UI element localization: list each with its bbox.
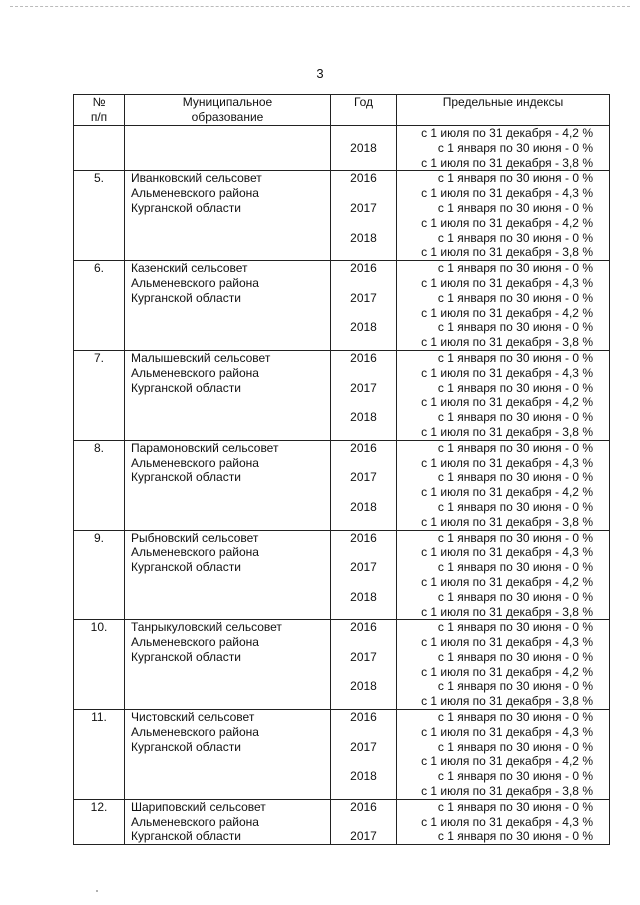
index-value: с 1 июля по 31 декабря - 3,8 % (421, 784, 593, 799)
municipality-name-line: Иванковский сельсовет (131, 171, 262, 186)
index-value: с 1 июля по 31 декабря - 3,8 % (421, 155, 593, 170)
row-number-cell (74, 440, 125, 530)
index-value: с 1 января по 30 июня - 0 % (437, 710, 593, 725)
municipality-name-line: Альменевского района (131, 545, 259, 560)
year-cell (331, 799, 397, 844)
year-cell (331, 350, 397, 440)
year-value (331, 635, 396, 650)
year-value: 2017 (350, 649, 377, 664)
municipality-name-line: Курганской области (131, 380, 241, 395)
table-row-continuation (74, 126, 610, 171)
year-value: 2017 (350, 560, 377, 575)
year-cell (331, 620, 397, 710)
row-number-cell (74, 171, 125, 261)
row-number-cell (74, 350, 125, 440)
year-value (331, 216, 396, 231)
year-value (331, 425, 396, 440)
indices-cell (397, 710, 610, 800)
municipality-cell (125, 710, 331, 800)
year-cell (331, 530, 397, 620)
table-header-row (74, 95, 610, 126)
index-value: с 1 июля по 31 декабря - 3,8 % (421, 335, 593, 350)
index-value: с 1 июля по 31 декабря - 4,3 % (421, 814, 593, 829)
municipality-name-line: Альменевского района (131, 814, 259, 829)
municipality-cell (125, 126, 331, 171)
year-value: 2018 (350, 679, 377, 694)
year-value (331, 515, 396, 530)
year-value (331, 395, 396, 410)
row-number: 5. (93, 171, 104, 186)
indices-cell (397, 261, 610, 351)
year-value (331, 545, 396, 560)
municipality-cell (125, 440, 331, 530)
row-number-cell (74, 261, 125, 351)
header-municipality-line: Муниципальное (182, 95, 273, 109)
year-value: 2017 (350, 380, 377, 395)
indices-cell (397, 350, 610, 440)
year-value (331, 784, 396, 799)
year-cell (331, 126, 397, 171)
index-value: с 1 января по 30 июня - 0 % (437, 499, 593, 514)
municipality-name-line: Альменевского района (131, 365, 259, 380)
header-number (74, 95, 125, 126)
year-value: 2016 (350, 440, 377, 455)
municipality-cell (125, 261, 331, 351)
year-value (331, 694, 396, 709)
municipality-name-line: Курганской области (131, 649, 241, 664)
row-number-cell (74, 620, 125, 710)
indices-cell (397, 171, 610, 261)
page-number: 3 (316, 66, 324, 81)
municipality-cell (125, 799, 331, 844)
index-value: с 1 января по 30 июня - 0 % (437, 620, 593, 635)
municipality-name-line: Малышевский сельсовет (131, 350, 271, 365)
year-value: 2017 (350, 739, 377, 754)
row-number: 9. (93, 530, 104, 545)
header-municipality-line: образование (191, 109, 264, 124)
index-value: с 1 июля по 31 декабря - 4,2 % (421, 395, 593, 410)
row-number (74, 126, 124, 141)
year-value: 2018 (350, 140, 377, 155)
municipality-name-line: Курганской области (131, 739, 241, 754)
municipality-name-line: Альменевского района (131, 275, 259, 290)
header-municipality (125, 95, 331, 126)
index-value: с 1 января по 30 июня - 0 % (437, 230, 593, 245)
year-value: 2017 (350, 290, 377, 305)
municipality-name-line: Рыбновский сельсовет (131, 530, 259, 545)
municipality-name-line: Чистовский сельсовет (131, 710, 255, 725)
index-value: с 1 января по 30 июня - 0 % (437, 290, 593, 305)
index-value: с 1 января по 30 июня - 0 % (437, 470, 593, 485)
municipality-name-line: Парамоновский сельсовет (131, 440, 279, 455)
header-indices-line: Предельные индексы (442, 95, 564, 109)
index-value: с 1 июля по 31 декабря - 4,3 % (421, 635, 593, 650)
index-value: с 1 июля по 31 декабря - 3,8 % (421, 245, 593, 260)
year-value (331, 276, 396, 291)
row-number: 11. (91, 710, 107, 725)
year-cell (331, 710, 397, 800)
row-number: 6. (93, 261, 104, 276)
index-value: с 1 июля по 31 декабря - 4,3 % (421, 545, 593, 560)
year-value: 2017 (350, 200, 377, 215)
index-value: с 1 января по 30 июня - 0 % (437, 739, 593, 754)
index-value: с 1 июля по 31 декабря - 4,3 % (421, 365, 593, 380)
index-value: с 1 июля по 31 декабря - 4,2 % (421, 574, 593, 589)
year-value: 2016 (350, 350, 377, 365)
index-value: с 1 июля по 31 декабря - 4,3 % (421, 455, 593, 470)
municipality-name-line: Курганской области (131, 560, 241, 575)
index-value: с 1 января по 30 июня - 0 % (437, 589, 593, 604)
municipality-name-line: Казенский сельсовет (131, 261, 248, 276)
index-value: с 1 июля по 31 декабря - 3,8 % (421, 424, 593, 439)
index-value: с 1 июля по 31 декабря - 4,2 % (421, 126, 593, 140)
index-value: с 1 января по 30 июня - 0 % (437, 410, 593, 425)
header-year (331, 95, 397, 126)
index-value: с 1 июля по 31 декабря - 3,8 % (421, 604, 593, 619)
row-number: 8. (93, 440, 104, 455)
municipality-name-line: Шариповский сельсовет (131, 799, 266, 814)
municipality-name-line: Курганской области (131, 200, 241, 215)
index-value: с 1 января по 30 июня - 0 % (437, 171, 593, 186)
year-value (331, 485, 396, 500)
year-value (331, 725, 396, 740)
municipality-cell (125, 620, 331, 710)
year-value: 2018 (350, 410, 377, 425)
municipality-name-line: Курганской области (131, 290, 241, 305)
municipality-cell (125, 171, 331, 261)
scan-edge-line (10, 6, 630, 7)
indices-cell (397, 126, 610, 171)
table-row (74, 710, 610, 800)
year-value (331, 575, 396, 590)
year-value: 2018 (350, 230, 377, 245)
index-value: с 1 июля по 31 декабря - 4,2 % (421, 664, 593, 679)
year-value: 2016 (350, 171, 377, 186)
year-value: 2016 (350, 710, 377, 725)
year-value (331, 605, 396, 620)
index-value: с 1 января по 30 июня - 0 % (437, 679, 593, 694)
index-value: с 1 июля по 31 декабря - 4,2 % (421, 215, 593, 230)
year-value: 2017 (350, 470, 377, 485)
table-row (74, 440, 610, 530)
index-value: с 1 июля по 31 декабря - 3,8 % (421, 694, 593, 709)
index-value: с 1 января по 30 июня - 0 % (437, 799, 593, 814)
table-row (74, 799, 610, 844)
year-value: 2016 (350, 620, 377, 635)
year-value: 2018 (350, 769, 377, 784)
index-value: с 1 января по 30 июня - 0 % (437, 261, 593, 276)
municipality-name-line: Альменевского района (131, 186, 259, 201)
indices-cell (397, 799, 610, 844)
index-value: с 1 января по 30 июня - 0 % (437, 380, 593, 395)
municipality-name-line: Курганской области (131, 829, 241, 844)
index-value: с 1 января по 30 июня - 0 % (437, 140, 593, 155)
table-row (74, 171, 610, 261)
municipality-name-line (131, 141, 330, 156)
index-value: с 1 июля по 31 декабря - 3,8 % (421, 514, 593, 529)
header-indices (397, 95, 610, 126)
municipality-name-line: Альменевского района (131, 455, 259, 470)
row-number: 12. (90, 799, 108, 814)
index-value: с 1 января по 30 июня - 0 % (437, 440, 593, 455)
year-value (331, 156, 396, 171)
year-value (331, 665, 396, 680)
municipality-name-line: Танрыкуловский сельсовет (131, 620, 282, 635)
table-row (74, 530, 610, 620)
index-value: с 1 июля по 31 декабря - 4,2 % (421, 305, 593, 320)
row-number: 7. (93, 350, 104, 365)
row-number-cell (74, 799, 125, 844)
municipality-name-line (131, 126, 330, 141)
year-value: 2016 (350, 261, 377, 276)
year-value: 2018 (350, 589, 377, 604)
year-value (331, 335, 396, 350)
year-value: 2017 (350, 829, 377, 844)
table-row (74, 350, 610, 440)
year-cell (331, 171, 397, 261)
year-value (331, 186, 396, 201)
scan-speck (96, 890, 98, 892)
municipality-cell (125, 350, 331, 440)
year-value: 2016 (350, 530, 377, 545)
index-value: с 1 января по 30 июня - 0 % (437, 649, 593, 664)
header-number-line: № (92, 95, 106, 109)
indices-cell (397, 620, 610, 710)
row-number-cell (74, 530, 125, 620)
municipality-name-line: Альменевского района (131, 724, 259, 739)
year-value: 2018 (350, 499, 377, 514)
year-cell (331, 440, 397, 530)
index-value: с 1 июля по 31 декабря - 4,2 % (421, 754, 593, 769)
row-number-cell (74, 126, 125, 171)
row-number: 10. (90, 620, 108, 635)
year-value: 2016 (350, 799, 377, 814)
index-value: с 1 января по 30 июня - 0 % (437, 320, 593, 335)
year-value (331, 456, 396, 471)
index-value: с 1 июля по 31 декабря - 4,2 % (421, 485, 593, 500)
year-value (331, 815, 396, 830)
year-value: 2018 (350, 320, 377, 335)
indices-cell (397, 530, 610, 620)
indices-cell (397, 440, 610, 530)
index-value: с 1 января по 30 июня - 0 % (437, 769, 593, 784)
year-cell (331, 261, 397, 351)
municipality-name-line: Альменевского района (131, 635, 259, 650)
table-row (74, 620, 610, 710)
year-value (331, 754, 396, 769)
municipality-name-line (131, 156, 330, 171)
header-year-line: Год (353, 95, 374, 109)
municipality-cell (125, 530, 331, 620)
header-number-line: п/п (90, 109, 108, 124)
table-row (74, 261, 610, 351)
year-value (331, 126, 396, 141)
index-value: с 1 июля по 31 декабря - 4,3 % (421, 186, 593, 201)
price-index-table (73, 94, 610, 845)
municipality-name-line: Курганской области (131, 470, 241, 485)
year-value (331, 366, 396, 381)
year-value (331, 245, 396, 260)
index-value: с 1 января по 30 июня - 0 % (437, 829, 593, 844)
index-value: с 1 января по 30 июня - 0 % (437, 200, 593, 215)
year-value (331, 306, 396, 321)
row-number-cell (74, 710, 125, 800)
index-value: с 1 июля по 31 декабря - 4,3 % (421, 275, 593, 290)
index-value: с 1 января по 30 июня - 0 % (437, 530, 593, 545)
index-value: с 1 января по 30 июня - 0 % (437, 560, 593, 575)
index-value: с 1 января по 30 июня - 0 % (437, 350, 593, 365)
index-value: с 1 июля по 31 декабря - 4,3 % (421, 724, 593, 739)
